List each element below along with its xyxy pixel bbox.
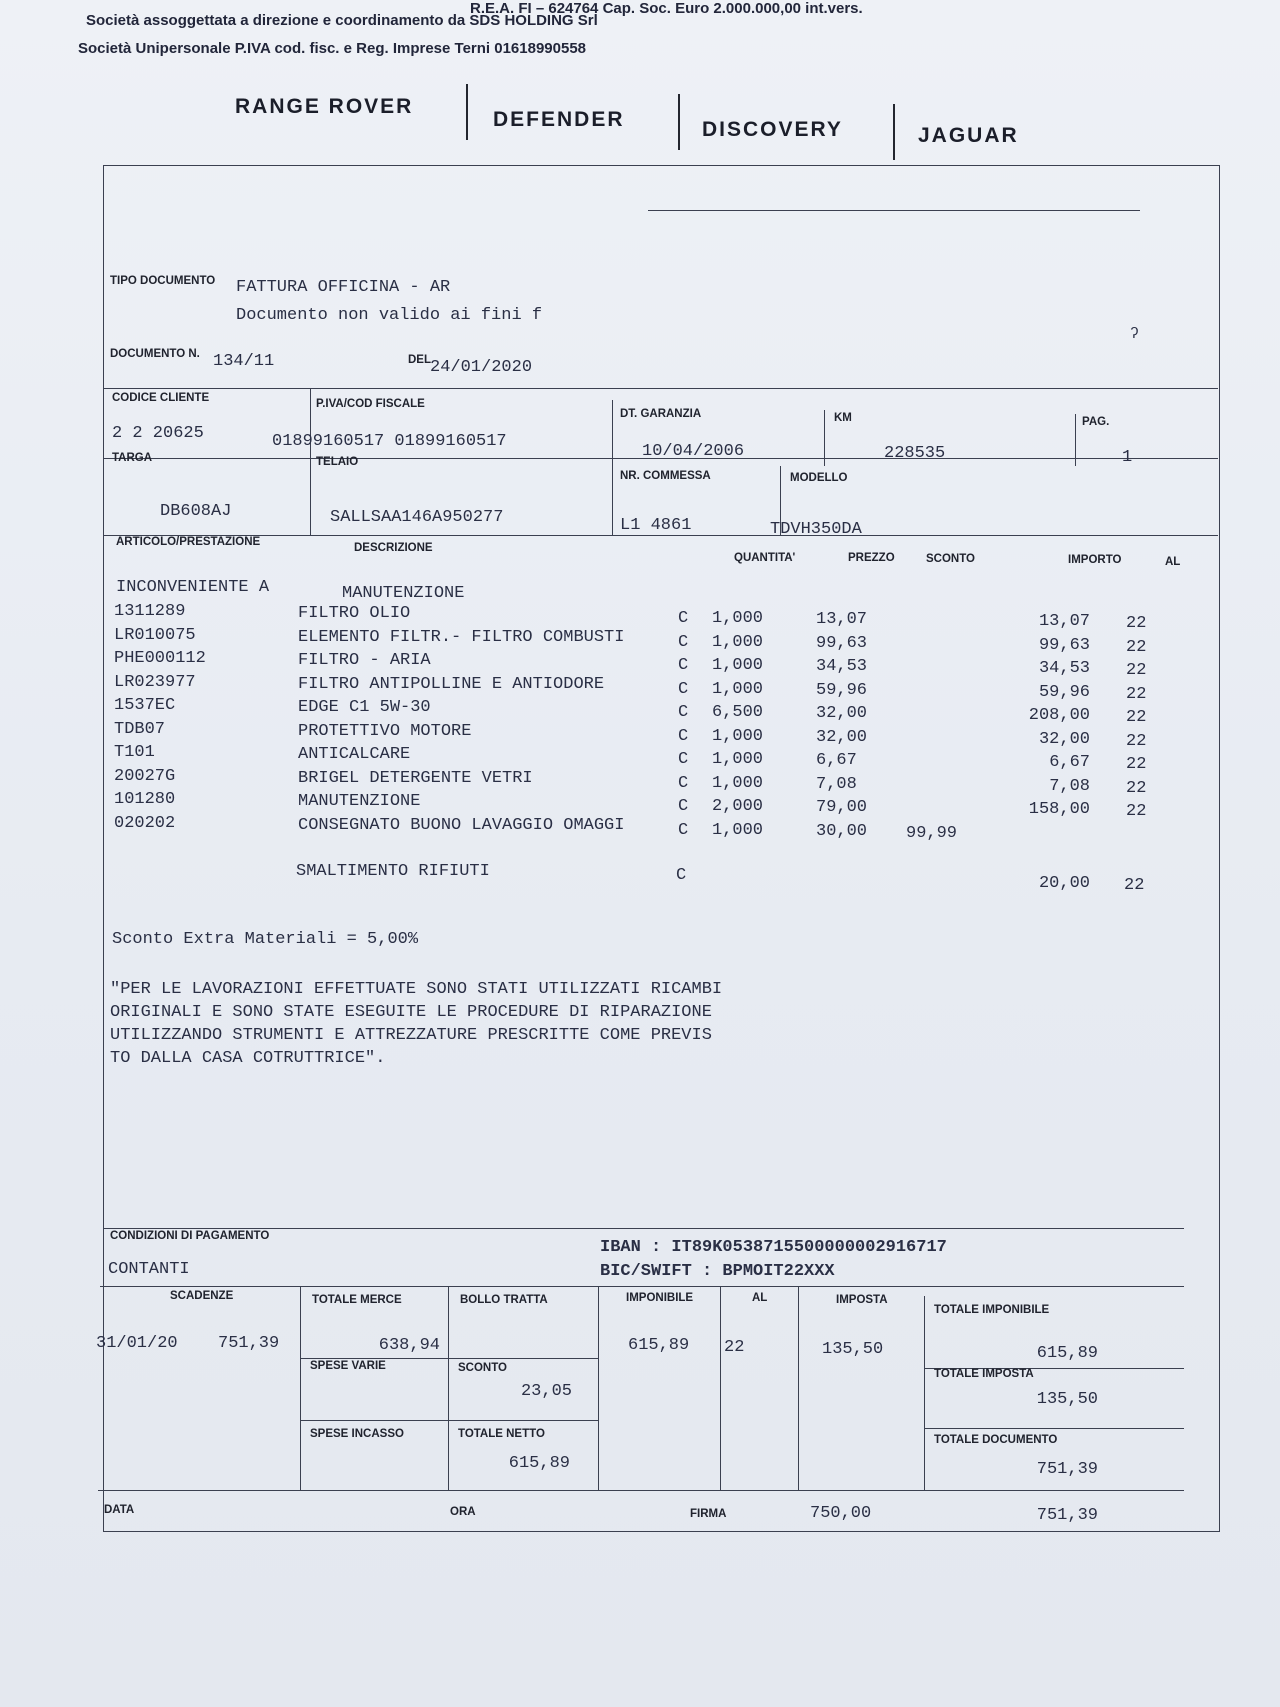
item-description: FILTRO ANTIPOLLINE E ANTIODORE	[298, 674, 605, 694]
table-row	[0, 790, 1280, 821]
item-quantity: 1,000	[712, 820, 764, 840]
telaio-label: TELAIO	[316, 456, 359, 468]
note-line: TO DALLA CASA COTRUTTRICE".	[110, 1049, 386, 1068]
data-label: DATA	[104, 1504, 135, 1516]
item-description: MANUTENZIONE	[298, 792, 421, 811]
payment-label: CONDIZIONI DI PAGAMENTO	[110, 1230, 270, 1242]
item-flag: C	[678, 797, 689, 816]
info-grid-rule	[104, 388, 1218, 389]
brand-divider	[466, 84, 468, 140]
company-vat-line: Società Unipersonale P.IVA cod. fisc. e Reg. Imprese Terni 01618990558	[78, 40, 587, 57]
smaltimento-vat: 22	[1124, 876, 1145, 895]
km-label: KM	[834, 412, 852, 424]
col-prezzo: PREZZO	[848, 552, 895, 564]
item-code: 1311289	[114, 602, 186, 621]
item-code: 101280	[114, 790, 176, 809]
col-articolo: ARTICOLO/PRESTAZIONE	[116, 536, 261, 548]
ora-label: ORA	[450, 1506, 476, 1518]
codice-cliente-label: CODICE CLIENTE	[112, 392, 210, 404]
intro-code: INCONVENIENTE A	[116, 578, 270, 597]
tipo-documento-value: FATTURA OFFICINA - AR	[236, 278, 451, 297]
item-amount: 59,96	[1038, 682, 1090, 702]
item-description: PROTETTIVO MOTORE	[298, 721, 472, 741]
item-flag: C	[678, 750, 689, 769]
item-code: TDB07	[114, 719, 166, 739]
table-row	[0, 696, 1280, 727]
item-price: 6,67	[816, 751, 857, 770]
info-grid-rule	[824, 410, 825, 466]
item-flag: C	[678, 679, 689, 699]
item-vat: 22	[1126, 778, 1147, 798]
item-flag: C	[678, 773, 689, 793]
item-flag: C	[678, 703, 689, 722]
totals-rule	[924, 1296, 925, 1490]
item-vat: 22	[1126, 731, 1147, 751]
item-amount: 34,53	[1038, 659, 1090, 678]
item-price: 7,08	[816, 774, 857, 794]
side-mark: ʔ	[1130, 326, 1140, 343]
intro-desc: MANUTENZIONE	[342, 584, 465, 603]
smaltimento-amount: 20,00	[1038, 874, 1090, 893]
item-vat: 22	[1126, 684, 1147, 704]
imponibile-label: IMPONIBILE	[626, 1292, 694, 1304]
item-description: CONSEGNATO BUONO LAVAGGIO OMAGGI	[298, 815, 625, 835]
note-line: ORIGINALI E SONO STATE ESEGUITE LE PROCEDURE DI RIPARAZIONE	[110, 1003, 712, 1022]
item-quantity: 1,000	[712, 750, 764, 769]
item-code: 20027G	[114, 766, 176, 786]
item-code: 1537EC	[114, 696, 176, 715]
dt-garanzia-value: 10/04/2006	[642, 442, 745, 461]
commessa-value: L1 4861	[620, 516, 692, 535]
table-row	[0, 672, 1280, 704]
codice-cliente-value: 2 2 20625	[112, 424, 204, 443]
payment-rule	[104, 1228, 1184, 1229]
documento-numero-label: DOCUMENTO N.	[110, 348, 200, 360]
totale-netto-label: TOTALE NETTO	[458, 1428, 545, 1440]
totals-rule	[924, 1428, 1184, 1429]
table-row	[0, 649, 1280, 680]
brand-jaguar: JAGUAR	[918, 124, 1019, 147]
totals-rule	[98, 1490, 1184, 1491]
pag-label: PAG.	[1082, 416, 1110, 428]
pag-value: 1	[1122, 448, 1133, 467]
col-sconto: SCONTO	[926, 553, 975, 565]
brand-divider	[893, 104, 895, 160]
item-flag: C	[678, 820, 689, 840]
item-quantity: 1,000	[712, 656, 764, 675]
smaltimento-flag: C	[676, 866, 687, 885]
table-row	[0, 766, 1280, 798]
totals-rule	[300, 1420, 598, 1421]
targa-value: DB608AJ	[160, 502, 232, 521]
totals-rule	[300, 1358, 598, 1359]
spese-incasso-label: SPESE INCASSO	[310, 1428, 404, 1440]
brand-range-rover: RANGE ROVER	[235, 95, 414, 118]
info-grid-rule	[1075, 414, 1076, 466]
bollo-label: BOLLO TRATTA	[460, 1294, 548, 1306]
totals-rule	[100, 1286, 1184, 1287]
item-amount: 158,00	[1028, 800, 1090, 819]
item-code: 020202	[114, 813, 176, 833]
footer-total-value: 751,39	[1036, 1506, 1098, 1525]
sconto-label: SCONTO	[458, 1362, 507, 1374]
item-vat: 22	[1126, 755, 1147, 774]
item-code: LR023977	[114, 672, 196, 692]
note-line: UTILIZZANDO STRUMENTI E ATTREZZATURE PRESCRITTE COME PREVIS	[110, 1026, 712, 1045]
spese-varie-label: SPESE VARIE	[310, 1360, 386, 1372]
totale-imponibile-label: TOTALE IMPONIBILE	[934, 1304, 1050, 1316]
telaio-value: SALLSAA146A950277	[330, 508, 504, 527]
item-vat: 22	[1126, 802, 1147, 821]
item-vat: 22	[1126, 637, 1147, 657]
note-line: "PER LE LAVORAZIONI EFFETTUATE SONO STATI UTILIZZATI RICAMBI	[110, 980, 723, 999]
scadenze-label: SCADENZE	[170, 1290, 234, 1302]
table-row	[0, 813, 1280, 843]
tipo-documento-label: TIPO DOCUMENTO	[110, 275, 216, 287]
col-al: AL	[1165, 556, 1181, 568]
item-code: PHE000112	[114, 649, 206, 668]
col-importo: IMPORTO	[1068, 554, 1122, 566]
item-vat: 22	[1126, 614, 1147, 633]
item-description: ELEMENTO FILTR.- FILTRO COMBUSTI	[298, 627, 625, 647]
item-flag: C	[678, 609, 689, 628]
al-label: AL	[752, 1292, 768, 1304]
documento-numero-value: 134/11	[213, 352, 275, 371]
item-description: EDGE C1 5W-30	[298, 698, 431, 717]
sconto-value: 23,05	[520, 1382, 572, 1401]
item-price: 59,96	[816, 680, 868, 700]
item-amount: 7,08	[1049, 776, 1090, 796]
table-row	[0, 719, 1280, 751]
item-quantity: 1,000	[712, 679, 764, 699]
item-price: 32,00	[816, 727, 868, 747]
table-row	[0, 743, 1280, 774]
header-rule	[648, 210, 1140, 211]
item-description: FILTRO - ARIA	[298, 651, 431, 670]
item-flag: C	[678, 726, 689, 746]
tipo-documento-note: Documento non valido ai fini f	[236, 306, 543, 325]
totals-rule	[798, 1286, 799, 1490]
km-value: 228535	[884, 444, 946, 463]
item-price: 79,00	[816, 798, 868, 817]
table-row	[0, 602, 1280, 633]
piva-label: P.IVA/COD FISCALE	[316, 398, 425, 410]
totale-imponibile-value: 615,89	[1036, 1344, 1098, 1363]
item-quantity: 2,000	[712, 797, 764, 816]
modello-label: MODELLO	[790, 472, 848, 484]
item-quantity: 1,000	[712, 609, 764, 628]
item-price: 32,00	[816, 704, 868, 723]
totale-documento-label: TOTALE DOCUMENTO	[934, 1434, 1058, 1446]
item-code: LR010075	[114, 625, 196, 645]
item-vat: 22	[1126, 708, 1147, 727]
item-amount: 13,07	[1038, 612, 1090, 631]
item-vat: 22	[1126, 661, 1147, 680]
item-price: 30,00	[816, 821, 868, 841]
imposta-label: IMPOSTA	[836, 1294, 888, 1306]
info-grid-rule	[104, 535, 1218, 536]
item-flag: C	[678, 632, 689, 652]
targa-label: TARGA	[112, 452, 153, 464]
sconto-extra: Sconto Extra Materiali = 5,00%	[112, 930, 419, 949]
firma-value: 750,00	[810, 1504, 872, 1523]
company-holding-line: Società assoggettata a direzione e coordinamento da SDS HOLDING Srl	[86, 12, 598, 29]
item-quantity: 6,500	[712, 703, 764, 722]
brand-discovery: DISCOVERY	[702, 118, 843, 141]
firma-label: FIRMA	[690, 1508, 727, 1520]
documento-del-label: DEL	[408, 354, 431, 366]
item-quantity: 1,000	[712, 632, 764, 652]
item-price: 34,53	[816, 657, 868, 676]
brand-defender: DEFENDER	[493, 108, 625, 131]
item-amount: 32,00	[1038, 729, 1090, 749]
item-code: T101	[114, 743, 155, 762]
totale-merce-label: TOTALE MERCE	[312, 1294, 402, 1306]
item-amount: 208,00	[1028, 706, 1090, 725]
item-flag: C	[678, 656, 689, 675]
totale-imposta-label: TOTALE IMPOSTA	[934, 1368, 1034, 1380]
modello-value: TDVH350DA	[770, 520, 862, 539]
totals-rule	[300, 1286, 301, 1490]
col-descrizione: DESCRIZIONE	[354, 542, 433, 554]
totals-rule	[720, 1286, 721, 1490]
item-amount: 6,67	[1049, 753, 1090, 772]
col-quantita: QUANTITA'	[734, 552, 796, 564]
item-price: 99,63	[816, 633, 868, 653]
item-price: 13,07	[816, 610, 868, 629]
brand-divider	[678, 94, 680, 150]
info-grid-rule	[310, 388, 311, 535]
item-amount: 99,63	[1038, 635, 1090, 655]
totale-merce-value: 638,94	[378, 1336, 440, 1355]
totale-documento-value: 751,39	[1036, 1460, 1098, 1479]
totals-rule	[598, 1286, 599, 1490]
commessa-label: NR. COMMESSA	[620, 470, 711, 482]
iban-value: IBAN : IT89K0538715500000002916717	[600, 1238, 947, 1257]
imposta-value: 135,50	[822, 1340, 884, 1359]
al-value: 22	[724, 1338, 745, 1357]
info-grid-rule	[612, 400, 613, 535]
totals-rule	[448, 1286, 449, 1490]
payment-value: CONTANTI	[108, 1260, 190, 1279]
imponibile-value: 615,89	[628, 1336, 690, 1355]
table-row	[0, 625, 1280, 657]
item-quantity: 1,000	[712, 773, 764, 793]
company-rea-line: R.E.A. FI – 624764 Cap. Soc. Euro 2.000.000,00 int.vers.	[470, 0, 863, 17]
bic-value: BIC/SWIFT : BPMOIT22XXX	[600, 1262, 835, 1281]
totale-netto-value: 615,89	[508, 1454, 570, 1473]
item-quantity: 1,000	[712, 726, 764, 746]
smaltimento-desc: SMALTIMENTO RIFIUTI	[296, 862, 490, 881]
documento-del-value: 24/01/2020	[430, 358, 533, 377]
item-description: BRIGEL DETERGENTE VETRI	[298, 768, 533, 788]
item-description: FILTRO OLIO	[298, 604, 411, 623]
item-discount: 99,99	[906, 823, 958, 843]
totale-imposta-value: 135,50	[1036, 1390, 1098, 1409]
dt-garanzia-label: DT. GARANZIA	[620, 408, 702, 420]
piva-value: 01899160517 01899160517	[272, 432, 507, 451]
scadenze-amount: 751,39	[218, 1334, 280, 1353]
item-description: ANTICALCARE	[298, 745, 411, 764]
scadenze-date: 31/01/20	[96, 1334, 178, 1353]
